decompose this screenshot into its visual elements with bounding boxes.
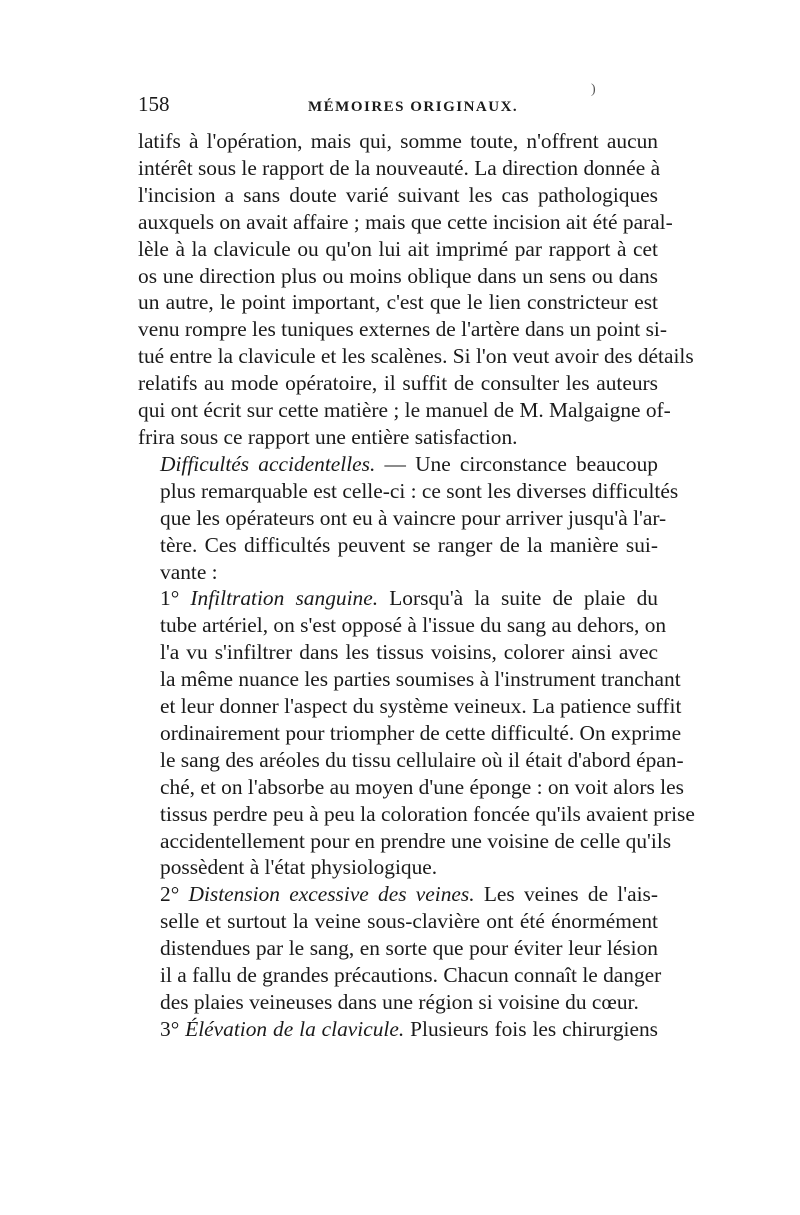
text-line: tère. Ces difficultés peuvent se ranger de la manière sui-: [160, 532, 658, 557]
paragraph-infiltration: [138, 585, 695, 881]
text-line: tube artériel, on s'est opposé à l'issue du sang au dehors, on: [160, 613, 667, 638]
text-run: Lorsqu'à la suite de plaie du: [378, 586, 658, 611]
text-run: — Une circonstance beaucoup: [375, 451, 658, 476]
text-line: ché, et on l'absorbe au moyen d'une éponge : on voit alors les: [160, 774, 684, 799]
text-line: os une direction plus ou moins oblique dans un sens ou dans: [138, 263, 658, 288]
list-number: 2°: [160, 882, 180, 907]
text-line: vante :: [160, 559, 218, 584]
text-run: Plusieurs fois les chirurgiens: [404, 1016, 658, 1041]
text-line: l'a vu s'infiltrer dans les tissus voisins, colorer ainsi avec: [160, 640, 658, 665]
text-line: l'incision a sans doute varié suivant les cas pathologiques: [138, 182, 658, 207]
stray-mark: ): [591, 82, 596, 97]
list-number: 1°: [160, 586, 180, 611]
text-line: [138, 451, 658, 478]
text-line: tué entre la clavicule et les scalènes. Si l'on veut avoir des détails: [138, 344, 694, 369]
text-line: [138, 881, 658, 908]
section-lead-italic: Distension excessive des veines.: [188, 882, 475, 907]
paragraph-1: [138, 128, 694, 451]
running-head: MÉMOIRES ORIGINAUX.: [308, 99, 519, 115]
text-line: lèle à la clavicule ou qu'on lui ait imprimé par rapport à cet: [138, 236, 658, 261]
text-line: distendues par le sang, en sorte que pour éviter leur lésion: [160, 936, 658, 961]
text-line: possèdent à l'état physiologique.: [160, 855, 438, 880]
body-text: [138, 128, 695, 1043]
page-header: [138, 92, 658, 128]
text-line: des plaies veineuses dans une région si voisine du cœur.: [160, 990, 639, 1014]
section-lead-italic: Infiltration sanguine.: [190, 586, 379, 611]
text-line: frira sous ce rapport une entière satisfaction.: [138, 424, 518, 449]
text-line: auxquels on avait affaire ; mais que cette incision ait été paral-: [138, 209, 673, 234]
text-line: un autre, le point important, c'est que le lien constricteur est: [138, 290, 658, 315]
book-page: [138, 92, 695, 1043]
text-line: tissus perdre peu à peu la coloration foncée qu'ils avaient prise: [160, 801, 695, 826]
text-line: selle et surtout la veine sous-clavière ont été énormément: [160, 909, 658, 934]
text-line: [138, 1016, 658, 1043]
list-number: 3°: [160, 1016, 180, 1041]
section-lead-italic: Élévation de la clavicule.: [185, 1016, 405, 1041]
paragraph-distension: [138, 881, 662, 1016]
paragraph-elevation: [138, 1016, 658, 1043]
text-line: que les opérateurs ont eu à vaincre pour arriver jusqu'à l'ar-: [160, 505, 667, 530]
text-line: intérêt sous le rapport de la nouveauté. La direction donnée à: [138, 155, 661, 180]
text-line: et leur donner l'aspect du système veineux. La patience suffit: [160, 694, 682, 719]
text-run: Les veines de l'ais-: [474, 882, 658, 907]
text-line: la même nuance les parties soumises à l'instrument tranchant: [160, 667, 681, 692]
text-line: il a fallu de grandes précautions. Chacun connaît le danger: [160, 963, 662, 988]
paragraph-difficultes: [138, 451, 679, 586]
text-line: [138, 585, 658, 612]
text-line: ordinairement pour triompher de cette difficulté. On exprime: [160, 720, 682, 745]
text-line: qui ont écrit sur cette matière ; le manuel de M. Malgaigne of-: [138, 398, 671, 423]
text-line: venu rompre les tuniques externes de l'artère dans un point si-: [138, 317, 667, 342]
text-line: latifs à l'opération, mais qui, somme toute, n'offrent aucun: [138, 129, 658, 153]
text-line: le sang des aréoles du tissu cellulaire où il était d'abord épan-: [160, 747, 684, 772]
text-line: plus remarquable est celle-ci : ce sont les diverses difficultés: [160, 478, 679, 503]
section-lead-italic: Difficultés accidentelles.: [160, 451, 376, 476]
text-line: relatifs au mode opératoire, il suffit de consulter les auteurs: [138, 371, 658, 396]
text-line: accidentellement pour en prendre une voisine de celle qu'ils: [160, 828, 672, 853]
page-number: 158: [138, 92, 170, 116]
